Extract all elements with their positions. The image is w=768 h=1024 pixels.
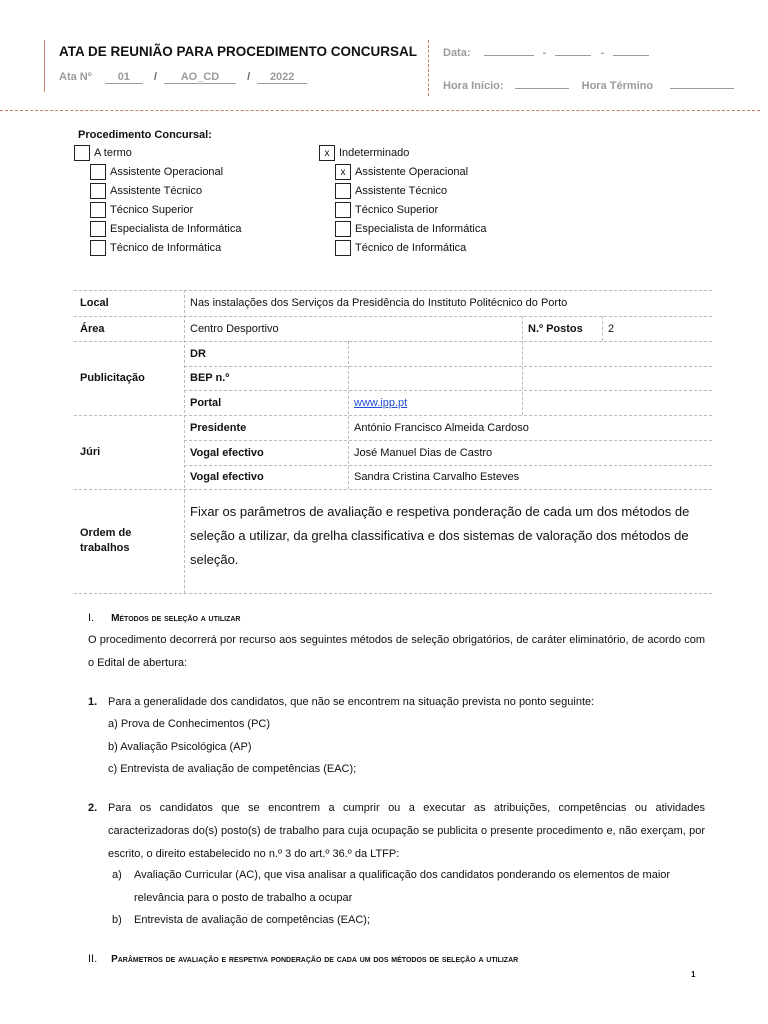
- section-1-number: I.: [88, 612, 95, 624]
- postos-value: 2: [608, 322, 615, 335]
- section-2-title: Parâmetros de avaliação e respetiva ponderação de cada um dos métodos de seleção a utilizar: [111, 954, 519, 965]
- item-2-text: Para os candidatos que se encontrem a cumprir ou a executar as atribuições, competências ou atividades caracterizadoras do(s) posto(s) de trabalho para cuja ocupação se publicita o presente procedimento e, não exerçam, por escrito, o direito estabelecido no n.º 3 do art.º 36.º da LTFP:: [108, 802, 705, 860]
- option-indet-especialista-informatica[interactable]: [335, 221, 486, 237]
- option-indet-assistente-operacional[interactable]: [335, 164, 468, 180]
- ordem-value: Fixar os parâmetros de avaliação e respetiva ponderação de cada um dos métodos de seleção a utilizar, da grelha classificativa e dos sistemas de valoração dos métodos de seleção.: [190, 504, 690, 567]
- label-termo-tecnico-superior: Técnico Superior: [110, 204, 194, 216]
- item-1-number: 1.: [88, 696, 98, 708]
- item-2-a-text: Avaliação Curricular (AC), que visa analisar a qualificação dos candidatos ponderando os elementos de maior relevância para o posto de trabalho a ocupar: [134, 869, 671, 904]
- label-termo-especialista-informatica: Especialista de Informática: [110, 223, 242, 235]
- option-termo-especialista-informatica[interactable]: [90, 221, 241, 237]
- option-termo-assistente-operacional[interactable]: [90, 164, 223, 180]
- ata-number: 01: [105, 71, 143, 84]
- label-termo-assistente-operacional: Assistente Operacional: [110, 166, 224, 178]
- ata-year: 2022: [257, 71, 307, 84]
- section-2-number: II.: [88, 953, 98, 965]
- option-termo-tecnico-superior[interactable]: [90, 202, 193, 218]
- label-indet-tecnico-informatica: Técnico de Informática: [355, 242, 467, 254]
- ata-code: AO_CD: [164, 71, 236, 84]
- checkbox-termo-tecnico-superior[interactable]: [90, 202, 106, 218]
- item-1-a: a) Prova de Conhecimentos (PC): [108, 718, 271, 730]
- header-divider: [0, 110, 760, 111]
- hora-inicio-blank: [515, 79, 569, 89]
- bep-label: BEP n.º: [190, 372, 230, 384]
- checkbox-indet-tecnico-informatica[interactable]: [335, 240, 351, 256]
- checkbox-a-termo[interactable]: [74, 145, 90, 161]
- intro-paragraph: O procedimento decorrerá por recurso aos seguintes métodos de seleção obrigatórios, de caráter eliminatório, de acordo com o Edital de abertura:: [88, 634, 705, 669]
- option-indeterminado[interactable]: [319, 145, 409, 161]
- option-termo-tecnico-informatica[interactable]: [90, 240, 221, 256]
- table-rule: [74, 593, 712, 594]
- local-label: Local: [80, 297, 109, 309]
- date-line: Data: - -: [443, 46, 649, 59]
- item-2-number: 2.: [88, 802, 98, 814]
- label-termo-tecnico-informatica: Técnico de Informática: [110, 242, 222, 254]
- postos-label: N.º Postos: [528, 322, 583, 335]
- checkbox-termo-tecnico-informatica[interactable]: [90, 240, 106, 256]
- vogal2-value: Sandra Cristina Carvalho Esteves: [354, 471, 520, 483]
- checkbox-indet-tecnico-superior[interactable]: [335, 202, 351, 218]
- checkbox-indet-especialista-informatica[interactable]: [335, 221, 351, 237]
- ata-number-line: Ata Nº 01 / AO_CD / 2022: [59, 71, 307, 84]
- area-label: Área: [80, 322, 105, 335]
- hora-termino-blank: [670, 79, 734, 89]
- label-a-termo: A termo: [94, 147, 132, 159]
- area-value: Centro Desportivo: [190, 322, 279, 335]
- label-indet-especialista-informatica: Especialista de Informática: [355, 223, 487, 235]
- dr-label: DR: [190, 347, 206, 360]
- hora-inicio-label: Hora Início:: [443, 80, 504, 92]
- option-a-termo[interactable]: [74, 145, 132, 161]
- date-month-blank: [555, 46, 591, 56]
- option-indet-tecnico-informatica[interactable]: [335, 240, 466, 256]
- item-2-a-letter: a): [112, 869, 122, 881]
- portal-label: Portal: [190, 396, 222, 409]
- time-line: [443, 79, 734, 92]
- vogal2-label: Vogal efectivo: [190, 471, 264, 483]
- option-termo-assistente-tecnico[interactable]: [90, 183, 202, 199]
- option-indet-tecnico-superior[interactable]: [335, 202, 438, 218]
- publicacao-label: Publicitação: [80, 372, 145, 384]
- hora-termino-label: Hora Término: [581, 80, 654, 92]
- item-1-text: Para a generalidade dos candidatos, que não se encontrem na situação prevista no ponto seguinte:: [108, 696, 595, 708]
- checkbox-indet-assistente-tecnico[interactable]: [335, 183, 351, 199]
- label-indet-assistente-operacional: Assistente Operacional: [355, 166, 469, 178]
- item-1-b: b) Avaliação Psicológica (AP): [108, 741, 252, 753]
- header-right-block: [428, 40, 738, 96]
- label-indet-tecnico-superior: Técnico Superior: [355, 204, 439, 216]
- date-label: Data:: [443, 47, 471, 59]
- item-1-c: c) Entrevista de avaliação de competências (EAC);: [108, 763, 357, 775]
- label-indet-assistente-tecnico: Assistente Técnico: [355, 185, 448, 197]
- vogal1-value: José Manuel Dias de Castro: [354, 446, 493, 459]
- checkbox-indeterminado[interactable]: x: [319, 145, 335, 161]
- local-value: Nas instalações dos Serviços da Presidência do Instituto Politécnico do Porto: [190, 297, 568, 309]
- page-number: 1: [691, 970, 696, 979]
- document-title: ATA DE REUNIÃO PARA PROCEDIMENTO CONCURSAL: [59, 44, 418, 59]
- ordem-label: [74, 489, 184, 593]
- date-day-blank: [484, 46, 534, 56]
- portal-value-cell: [348, 390, 522, 415]
- option-indet-assistente-tecnico[interactable]: [335, 183, 447, 199]
- ordem-label-line2: trabalhos: [80, 542, 130, 554]
- label-termo-assistente-tecnico: Assistente Técnico: [110, 185, 203, 197]
- portal-link[interactable]: www.ipp.pt: [354, 396, 408, 409]
- header-left-block: [44, 40, 418, 92]
- checkbox-termo-assistente-operacional[interactable]: [90, 164, 106, 180]
- presidente-label: Presidente: [190, 421, 247, 434]
- presidente-value: António Francisco Almeida Cardoso: [354, 421, 529, 434]
- section-1-title: Métodos de seleção a utilizar: [111, 613, 241, 624]
- checkbox-indet-assistente-operacional[interactable]: x: [335, 164, 351, 180]
- juri-label: Júri: [80, 446, 101, 458]
- ata-label: Ata Nº: [59, 71, 92, 83]
- date-year-blank: [613, 46, 649, 56]
- section-1-heading: [88, 607, 240, 630]
- ordem-label-line1: Ordem de: [80, 527, 132, 539]
- checkbox-termo-especialista-informatica[interactable]: [90, 221, 106, 237]
- section-2-heading: [88, 948, 518, 971]
- label-indeterminado: Indeterminado: [339, 147, 410, 159]
- item-2-b-text: Entrevista de avaliação de competências (EAC);: [134, 914, 371, 926]
- procedimento-title: Procedimento Concursal:: [78, 129, 212, 141]
- checkbox-termo-assistente-tecnico[interactable]: [90, 183, 106, 199]
- vogal1-label: Vogal efectivo: [190, 446, 264, 459]
- item-2-b-letter: b): [112, 914, 122, 926]
